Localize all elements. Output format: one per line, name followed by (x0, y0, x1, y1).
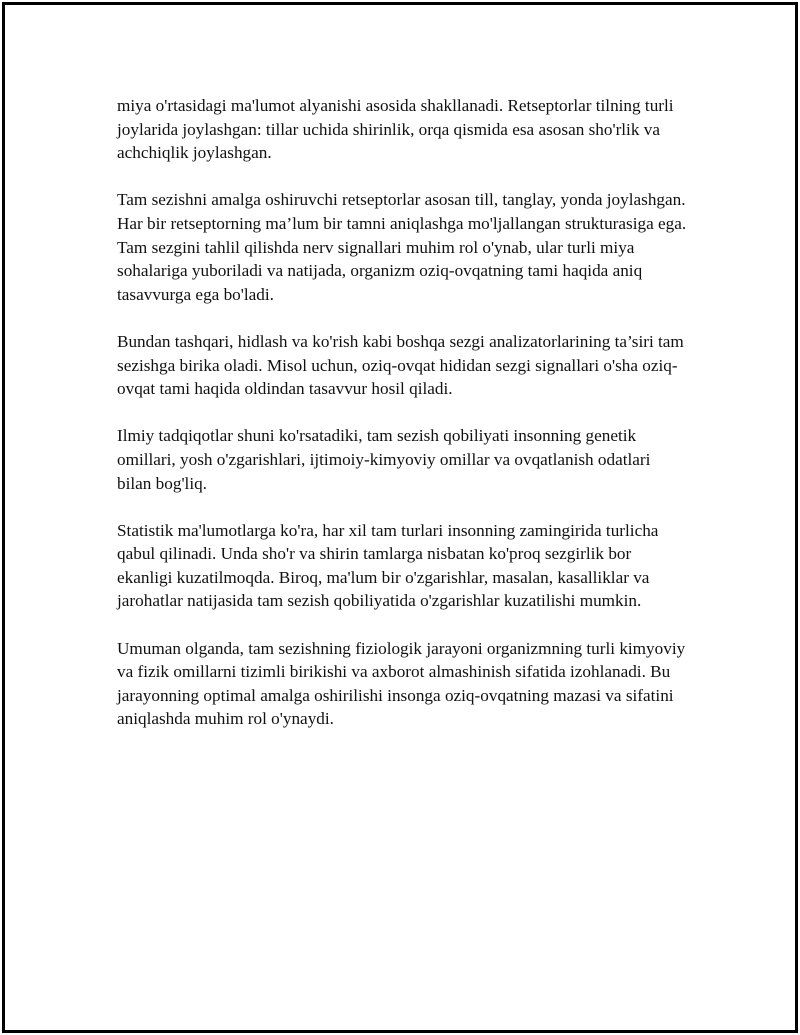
paragraph-1: miya o'rtasidagi ma'lumot alyanishi asosida shakllanadi. Retseptorlar tilning turli joylarida joylashgan: tillar uchida shirinlik, orqa qismida esa asosan sho'rlik va achchiqlik joylashgan. (117, 96, 674, 163)
document-body (117, 94, 687, 755)
paragraph-4: Ilmiy tadqiqotlar shuni ko'rsatadiki, tam sezish qobiliyati insonning genetik omillari, yosh o'zgarishlari, ijtimoiy-kimyoviy omillar va ovqatlanish odatlari bilan bog'liq. (117, 426, 651, 493)
paragraph-6: Umuman olganda, tam sezishning fiziologik jarayoni organizmning turli kimyoviy va fizik omillarni tizimli birikishi va axborot almashinish sifatida izohlanadi. Bu jarayonning optimal amalga oshirilishi insonga oziq-ovqatning mazasi va sifatini aniqlashda muhim rol o'ynaydi. (117, 638, 686, 729)
paragraph-3: Bundan tashqari, hidlash va ko'rish kabi boshqa sezgi analizatorlarining ta’siri tam sezishga birika oladi. Misol uchun, oziq-ovqat hididan sezgi signallari o'sha oziq-ovqat tami haqida oldindan tasavvur hosil qiladi. (117, 331, 684, 399)
paragraph-5: Statistik ma'lumotlarga ko'ra, har xil tam turlari insonning zamingirida turlicha qabul qilinadi. Unda sho'r va shirin tamlarga nisbatan ko'proq sezgirlik bor ekanligi kuzatilmoqda. Biroq, ma'lum bir o'zgarishlar, masalan, kasalliklar va jarohatlar natijasida tam sezish qobiliyatida o'zgarishlar kuzatilishi mumkin. (117, 520, 659, 611)
paragraph-2: Tam sezishni amalga oshiruvchi retseptorlar asosan till, tanglay, yonda joylashgan. Har bir retseptorning ma’lum bir tamni aniqlashga mo'ljallangan strukturasiga ega. Tam sezgini tahlil qilishda nerv signallari muhim rol o'ynab, ular turli miya sohalariga yuboriladi va natijada, organizm oziq-ovqatning tami haqida aniq tasavvurga ega bo'ladi. (117, 190, 687, 304)
